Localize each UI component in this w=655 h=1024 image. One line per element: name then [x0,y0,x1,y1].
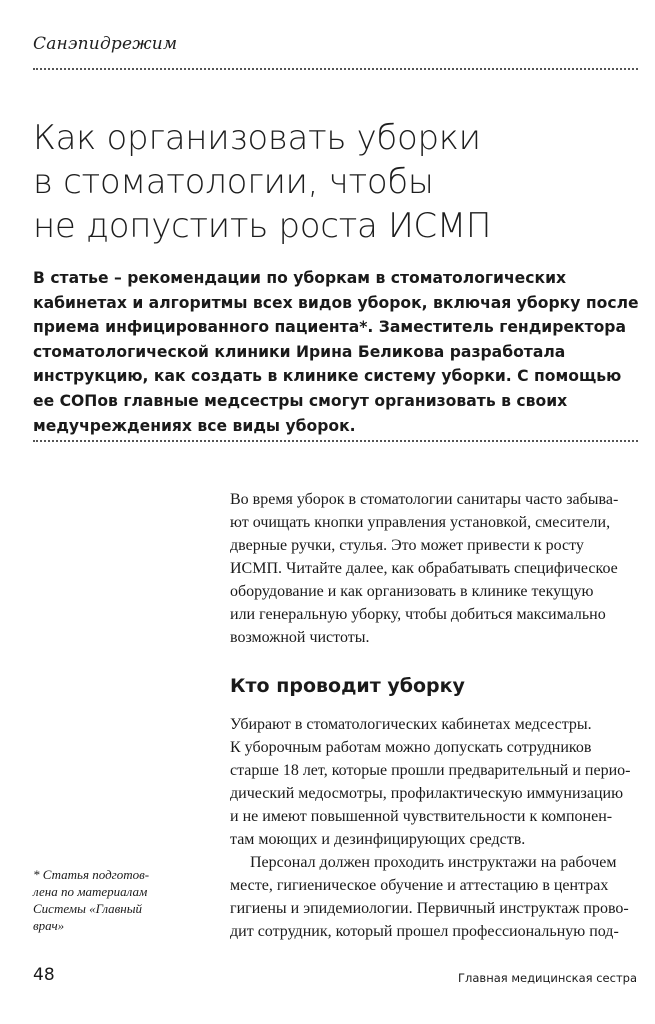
text-line: старше 18 лет, которые прошли предварительный и перио- [230,762,631,779]
footnote-line: * Статья подготов- [33,867,150,882]
lead-line: кабинетах и алгоритмы всех видов уборок, включая уборку после [33,293,639,312]
text-line: месте, гигиеническое обучение и аттестацию в центрах [230,877,609,894]
lead-line: ее СОПов главные медсестры смогут организовать в своих [33,391,568,410]
title-line: Как организовать уборки [33,118,481,158]
section-heading: Кто проводит уборку [230,675,465,697]
lead-line: В статье – рекомендации по уборкам в стоматологических [33,269,567,287]
text-line: или генеральную уборку, чтобы добиться максимально [230,606,606,623]
page-number: 48 [33,965,55,985]
text-line: оборудование и как организовать в клинике текущую [230,583,594,600]
top-dotted-divider [33,68,638,70]
article-title [33,116,633,248]
article-lead [33,266,638,438]
section-paragraph [230,713,648,851]
title-line: в стоматологии, чтобы [33,162,434,202]
text-line: там моющих и дезинфицирующих средств. [230,831,526,848]
text-line: ИСМП. Читайте далее, как обрабатывать специфическое [230,560,618,577]
text-line: ют очищать кнопки управления установкой, смесители, [230,514,611,531]
text-line: К уборочным работам можно допускать сотрудников [230,739,592,756]
lead-line: стоматологической клиники Ирина Беликова разработала [33,342,566,361]
journal-name: Главная медицинская сестра [458,971,637,985]
text-line: Во время уборок в стоматологии санитары часто забыва- [230,491,619,508]
footnote-line: врач» [33,918,65,933]
section-rubric: Санэпидрежим [33,34,178,54]
lead-line: приема инфицированного пациента*. Заместитель гендиректора [33,318,626,337]
text-line: дит сотрудник, который прошел профессиональную под- [230,923,619,940]
lead-line: инструкцию, как создать в клинике систему уборки. С помощью [33,367,622,386]
lead-dotted-divider [33,440,638,442]
footnote-line: Системы «Главный [33,901,143,916]
lead-line: медучреждениях все виды уборок. [33,416,356,435]
text-line: Убирают в стоматологических кабинетах медсестры. [230,716,592,733]
text-line: дический медосмотры, профилактическую иммунизацию [230,785,624,802]
text-line: возможной чистоты. [230,629,370,646]
footnote-line: лена по материалам [33,884,148,899]
text-line: Персонал должен проходить инструктажи на рабочем [250,854,617,871]
text-line: гигиены и эпидемиологии. Первичный инструктаж прово- [230,900,629,917]
title-line: не допустить роста ИСМП [33,206,492,246]
intro-paragraph [230,488,648,649]
footnote [33,866,208,934]
text-line: дверные ручки, стулья. Это может привести к росту [230,537,584,554]
section-paragraph [230,851,648,943]
text-line: и не имеют повышенной чувствительности к компонен- [230,808,613,825]
